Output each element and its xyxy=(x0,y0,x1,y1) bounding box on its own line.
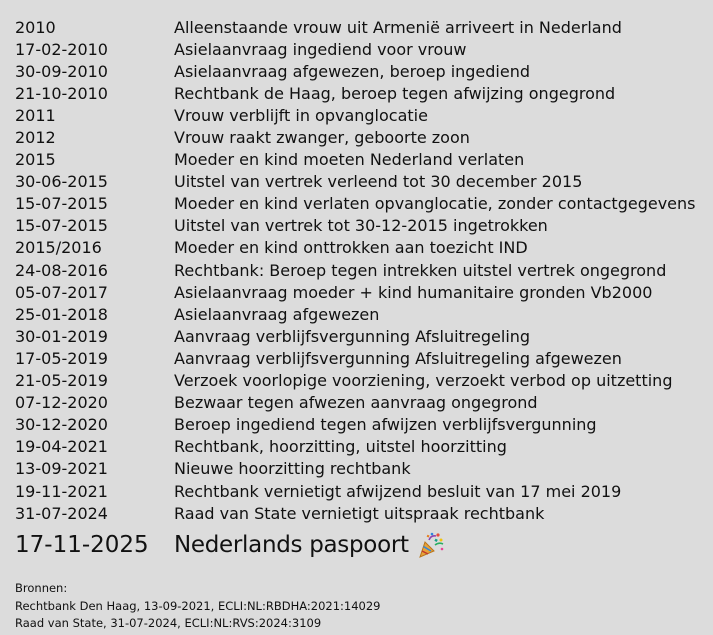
timeline-event: Asielaanvraag afgewezen xyxy=(174,304,380,324)
timeline-date: 05-07-2017 xyxy=(15,282,108,302)
timeline-row xyxy=(15,193,705,215)
timeline-row xyxy=(15,38,705,60)
timeline-event: Asielaanvraag ingediend voor vrouw xyxy=(174,39,467,59)
timeline-date: 2012 xyxy=(15,128,56,148)
timeline-row xyxy=(15,126,705,148)
timeline-row xyxy=(15,259,705,281)
timeline-row xyxy=(15,370,705,392)
source-item: Rechtbank Den Haag, 13-09-2021, ECLI:NL:RBDHA:2021:14029 xyxy=(15,598,381,613)
timeline-date: 15-07-2015 xyxy=(15,194,108,214)
timeline-row xyxy=(15,480,705,502)
timeline-row xyxy=(15,347,705,369)
timeline-row xyxy=(15,281,705,303)
sources-heading: Bronnen: xyxy=(15,581,68,595)
timeline-date: 25-01-2018 xyxy=(15,304,108,324)
timeline-date: 30-06-2015 xyxy=(15,172,108,192)
timeline-row xyxy=(15,16,705,38)
timeline-date: 21-05-2019 xyxy=(15,371,108,391)
timeline-row xyxy=(15,237,705,259)
timeline-row xyxy=(15,392,705,414)
highlight-event-text: Nederlands paspoort xyxy=(174,532,409,559)
highlight-row xyxy=(15,528,705,562)
timeline-event: Rechtbank vernietigt afwijzend besluit van 17 mei 2019 xyxy=(174,481,622,501)
timeline-event: Raad van State vernietigt uitspraak rechtbank xyxy=(174,503,545,523)
timeline-row xyxy=(15,171,705,193)
timeline-row xyxy=(15,82,705,104)
party-popper-icon xyxy=(417,531,445,559)
timeline-date: 30-01-2019 xyxy=(15,326,108,346)
timeline-row xyxy=(15,303,705,325)
timeline-row xyxy=(15,502,705,524)
timeline-event: Moeder en kind verlaten opvanglocatie, zonder contactgegevens xyxy=(174,194,696,214)
timeline-event: Asielaanvraag moeder + kind humanitaire gronden Vb2000 xyxy=(174,282,653,302)
timeline-rows xyxy=(15,16,705,524)
timeline-date: 2011 xyxy=(15,105,56,125)
timeline-date: 30-09-2010 xyxy=(15,61,108,81)
timeline-date: 2015 xyxy=(15,150,56,170)
timeline-date: 2010 xyxy=(15,17,56,37)
timeline-event: Beroep ingediend tegen afwijzen verblijfsvergunning xyxy=(174,415,597,435)
timeline-row xyxy=(15,436,705,458)
timeline-date: 19-11-2021 xyxy=(15,481,108,501)
timeline-row xyxy=(15,458,705,480)
timeline-event: Moeder en kind onttrokken aan toezicht IND xyxy=(174,238,528,258)
sources xyxy=(15,580,381,633)
timeline-event: Vrouw raakt zwanger, geboorte zoon xyxy=(174,128,470,148)
timeline xyxy=(15,16,705,562)
timeline-event: Alleenstaande vrouw uit Armenië arriveert in Nederland xyxy=(174,17,622,37)
timeline-row xyxy=(15,104,705,126)
timeline-date: 17-05-2019 xyxy=(15,348,108,368)
timeline-event: Uitstel van vertrek verleend tot 30 december 2015 xyxy=(174,172,583,192)
highlight-event xyxy=(174,531,445,559)
timeline-event: Bezwaar tegen afwezen aanvraag ongegrond xyxy=(174,393,538,413)
timeline-date: 24-08-2016 xyxy=(15,260,108,280)
timeline-date: 31-07-2024 xyxy=(15,503,108,523)
timeline-event: Rechtbank: Beroep tegen intrekken uitstel vertrek ongegrond xyxy=(174,260,667,280)
timeline-row xyxy=(15,414,705,436)
timeline-event: Rechtbank, hoorzitting, uitstel hoorzitting xyxy=(174,437,507,457)
highlight-date: 17-11-2025 xyxy=(15,532,149,559)
timeline-event: Nieuwe hoorzitting rechtbank xyxy=(174,459,411,479)
timeline-event: Vrouw verblijft in opvanglocatie xyxy=(174,105,428,125)
timeline-event: Uitstel van vertrek tot 30-12-2015 ingetrokken xyxy=(174,216,548,236)
timeline-row xyxy=(15,215,705,237)
timeline-date: 21-10-2010 xyxy=(15,83,108,103)
timeline-date: 2015/2016 xyxy=(15,238,102,258)
timeline-date: 13-09-2021 xyxy=(15,459,108,479)
timeline-date: 07-12-2020 xyxy=(15,393,108,413)
timeline-row xyxy=(15,149,705,171)
timeline-event: Verzoek voorlopige voorziening, verzoekt verbod op uitzetting xyxy=(174,371,673,391)
timeline-date: 19-04-2021 xyxy=(15,437,108,457)
timeline-row xyxy=(15,60,705,82)
source-item: Raad van State, 31-07-2024, ECLI:NL:RVS:2024:3109 xyxy=(15,616,322,630)
timeline-event: Asielaanvraag afgewezen, beroep ingediend xyxy=(174,61,531,81)
timeline-event: Moeder en kind moeten Nederland verlaten xyxy=(174,150,525,170)
timeline-row xyxy=(15,325,705,347)
timeline-event: Rechtbank de Haag, beroep tegen afwijzing ongegrond xyxy=(174,83,616,103)
timeline-date: 30-12-2020 xyxy=(15,415,108,435)
timeline-event: Aanvraag verblijfsvergunning Afsluitregeling xyxy=(174,326,531,346)
timeline-event: Aanvraag verblijfsvergunning Afsluitregeling afgewezen xyxy=(174,348,622,368)
timeline-date: 17-02-2010 xyxy=(15,39,108,59)
timeline-date: 15-07-2015 xyxy=(15,216,108,236)
